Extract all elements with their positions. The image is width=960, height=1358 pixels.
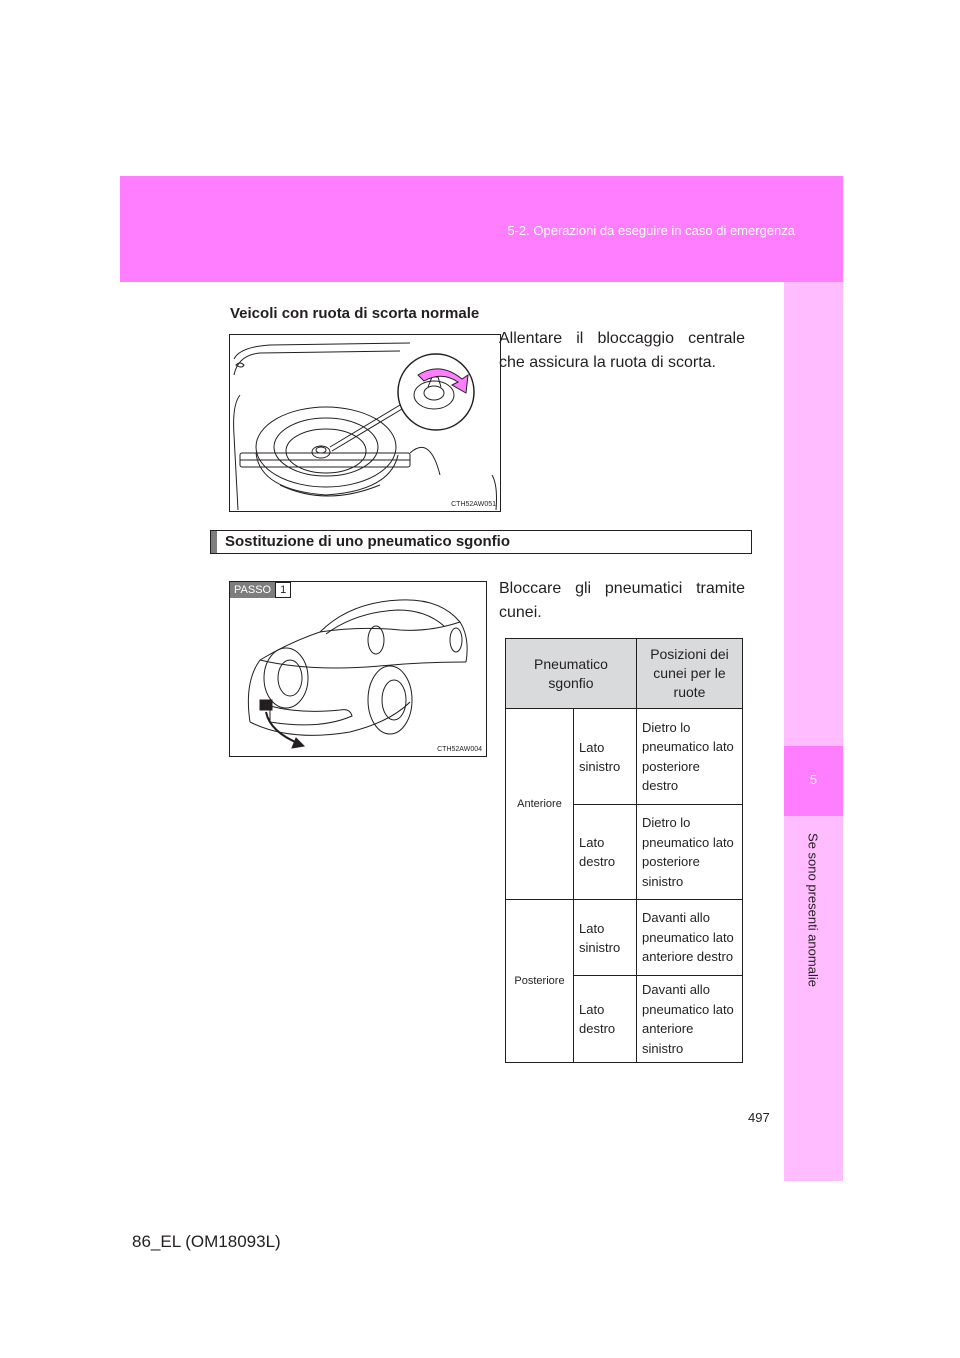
figure-car-wheel-chocks [229, 581, 487, 757]
instruction-wedge-tires: Bloccare gli pneumatici tramite cunei. [499, 580, 745, 621]
step-badge [230, 582, 291, 598]
header-chock-position: Posizioni dei cunei per le ruote [637, 639, 743, 709]
position-cell: Davanti allo pneumatico lato anteriore sinistro [637, 976, 743, 1063]
chapter-number-tab [784, 746, 843, 816]
section-title: Sostituzione di uno pneumatico sgonfio [225, 533, 510, 550]
group-front: Anteriore [506, 709, 574, 900]
spare-tire-illustration [230, 335, 500, 511]
instruction-loosen-bolt: Allentare il bloccaggio centrale che assicura la ruota di scorta. [499, 330, 745, 371]
side-cell: Lato sinistro [574, 900, 637, 976]
subheading: Veicoli con ruota di scorta normale [230, 305, 480, 322]
chapter-title: Se sono presenti anomalie [805, 833, 821, 987]
chapter-tab [784, 282, 843, 1181]
step-number: 1 [275, 582, 291, 598]
position-cell: Davanti allo pneumatico lato anteriore destro [637, 900, 743, 976]
header-band [120, 176, 843, 282]
document-code: 86_EL (OM18093L) [132, 1232, 281, 1251]
side-cell: Lato destro [574, 976, 637, 1063]
table-header-row [506, 639, 743, 709]
step-label: PASSO [230, 582, 275, 598]
wheel-chock-table [505, 638, 743, 1063]
header-section-title: 5-2. Operazioni da eseguire in caso di emergenza [507, 223, 795, 238]
table-row [506, 709, 743, 805]
figure-code: CTH52AW051 [451, 501, 496, 508]
chapter-number: 5 [809, 772, 818, 787]
car-illustration [230, 582, 486, 756]
section-heading-bar [211, 531, 217, 553]
figure-spare-tire-trunk [229, 334, 501, 512]
side-cell: Lato sinistro [574, 709, 637, 805]
position-cell: Dietro lo pneumatico lato posteriore sinistro [637, 805, 743, 900]
side-cell: Lato destro [574, 805, 637, 900]
group-rear: Posteriore [506, 900, 574, 1063]
figure-code: CTH52AW004 [437, 746, 482, 753]
page-number: 497 [748, 1110, 770, 1125]
section-heading [210, 530, 752, 554]
chapter-title-vertical [798, 820, 828, 1000]
position-cell: Dietro lo pneumatico lato posteriore destro [637, 709, 743, 805]
table-row [506, 900, 743, 976]
header-flat-tire: Pneumatico sgonfio [506, 639, 637, 709]
